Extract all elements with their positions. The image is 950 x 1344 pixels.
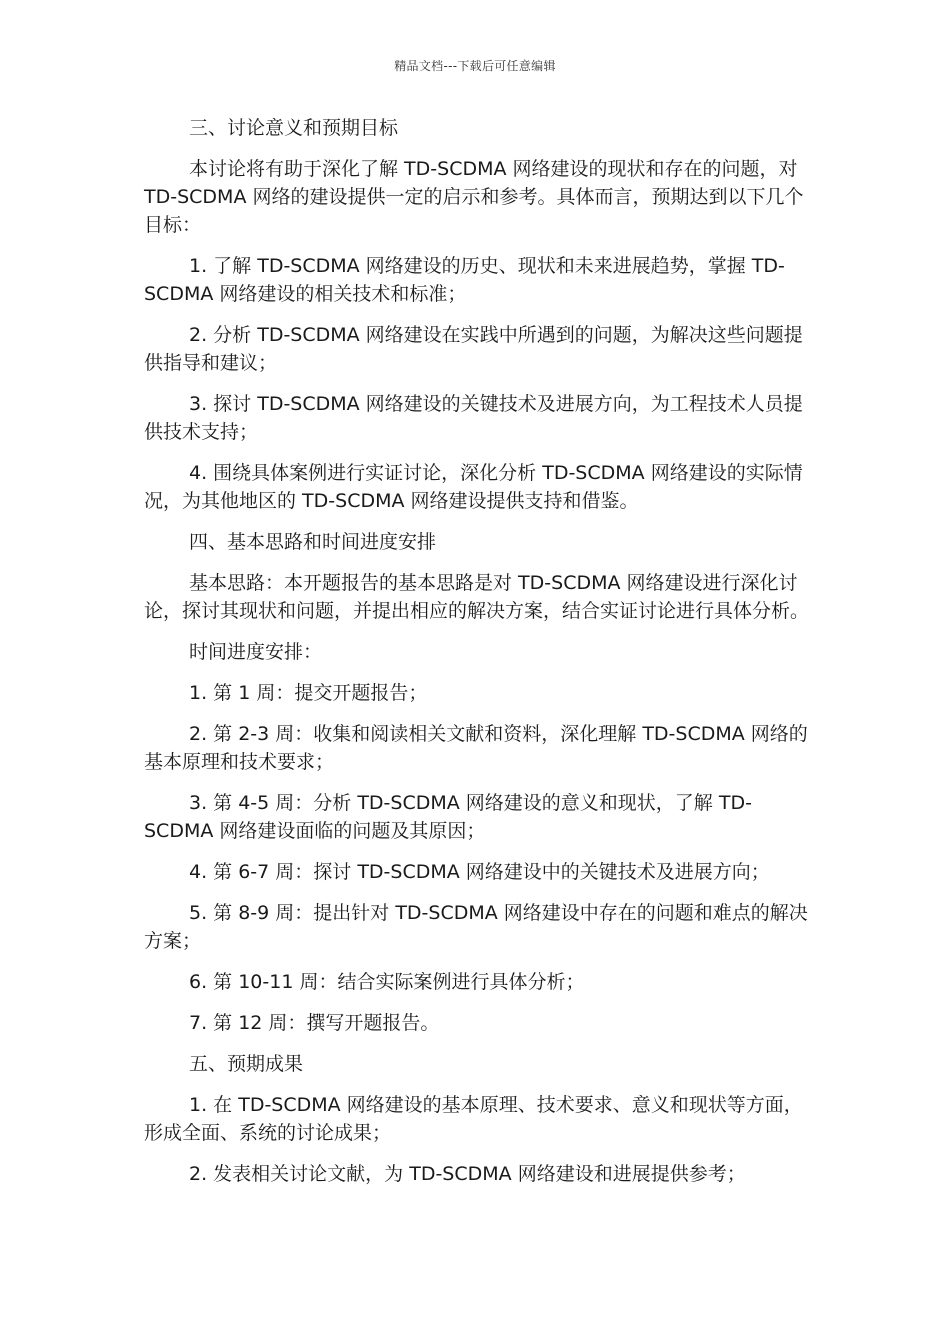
goal-item-4: 4. 围绕具体案例进行实证讨论，深化分析 TD-SCDMA 网络建设的实际情况，为其他地区的 TD-SCDMA 网络建设提供支持和借鉴。 bbox=[144, 462, 803, 512]
page-header: 精品文档---下载后可任意编辑 bbox=[394, 59, 556, 73]
section-heading-4: 四、基本思路和时间进度安排 bbox=[189, 531, 437, 553]
goal-item-1: 1. 了解 TD-SCDMA 网络建设的历史、现状和未来进展趋势，掌握 TD-SCDMA 网络建设的相关技术和标准； bbox=[144, 255, 785, 305]
outcome-item-1: 1. 在 TD-SCDMA 网络建设的基本原理、技术要求、意义和现状等方面，形成全面、系统的讨论成果； bbox=[144, 1094, 803, 1144]
schedule-item-4: 4. 第 6-7 周：探讨 TD-SCDMA 网络建设中的关键技术及进展方向； bbox=[189, 861, 770, 883]
goal-item-2: 2. 分析 TD-SCDMA 网络建设在实践中所遇到的问题，为解决这些问题提供指导和建议； bbox=[144, 324, 803, 374]
section-heading-5: 五、预期成果 bbox=[189, 1053, 304, 1075]
section-heading-3: 三、讨论意义和预期目标 bbox=[189, 117, 399, 139]
schedule-item-5: 5. 第 8-9 周：提出针对 TD-SCDMA 网络建设中存在的问题和难点的解决方案； bbox=[144, 902, 808, 952]
outcome-item-2: 2. 发表相关讨论文献，为 TD-SCDMA 网络建设和进展提供参考； bbox=[189, 1163, 746, 1185]
schedule-item-3: 3. 第 4-5 周：分析 TD-SCDMA 网络建设的意义和现状，了解 TD-SCDMA 网络建设面临的问题及其原因； bbox=[144, 792, 752, 842]
goal-item-3: 3. 探讨 TD-SCDMA 网络建设的关键技术及进展方向，为工程技术人员提供技术支持； bbox=[144, 393, 803, 443]
schedule-item-1: 1. 第 1 周：提交开题报告； bbox=[189, 682, 428, 704]
schedule-item-6: 6. 第 10-11 周：结合实际案例进行具体分析； bbox=[189, 971, 585, 993]
approach-paragraph: 基本思路：本开题报告的基本思路是对 TD-SCDMA 网络建设进行深化讨论，探讨其现状和问题，并提出相应的解决方案，结合实证讨论进行具体分析。 bbox=[144, 572, 810, 622]
intro-paragraph: 本讨论将有助于深化了解 TD-SCDMA 网络建设的现状和存在的问题，对 TD-SCDMA 网络的建设提供一定的启示和参考。具体而言，预期达到以下几个目标： bbox=[144, 158, 804, 236]
schedule-item-7: 7. 第 12 周：撰写开题报告。 bbox=[189, 1012, 440, 1034]
schedule-item-2: 2. 第 2-3 周：收集和阅读相关文献和资料，深化理解 TD-SCDMA 网络的基本原理和技术要求； bbox=[144, 723, 808, 773]
schedule-heading: 时间进度安排： bbox=[189, 641, 323, 663]
document-body bbox=[144, 114, 810, 1201]
